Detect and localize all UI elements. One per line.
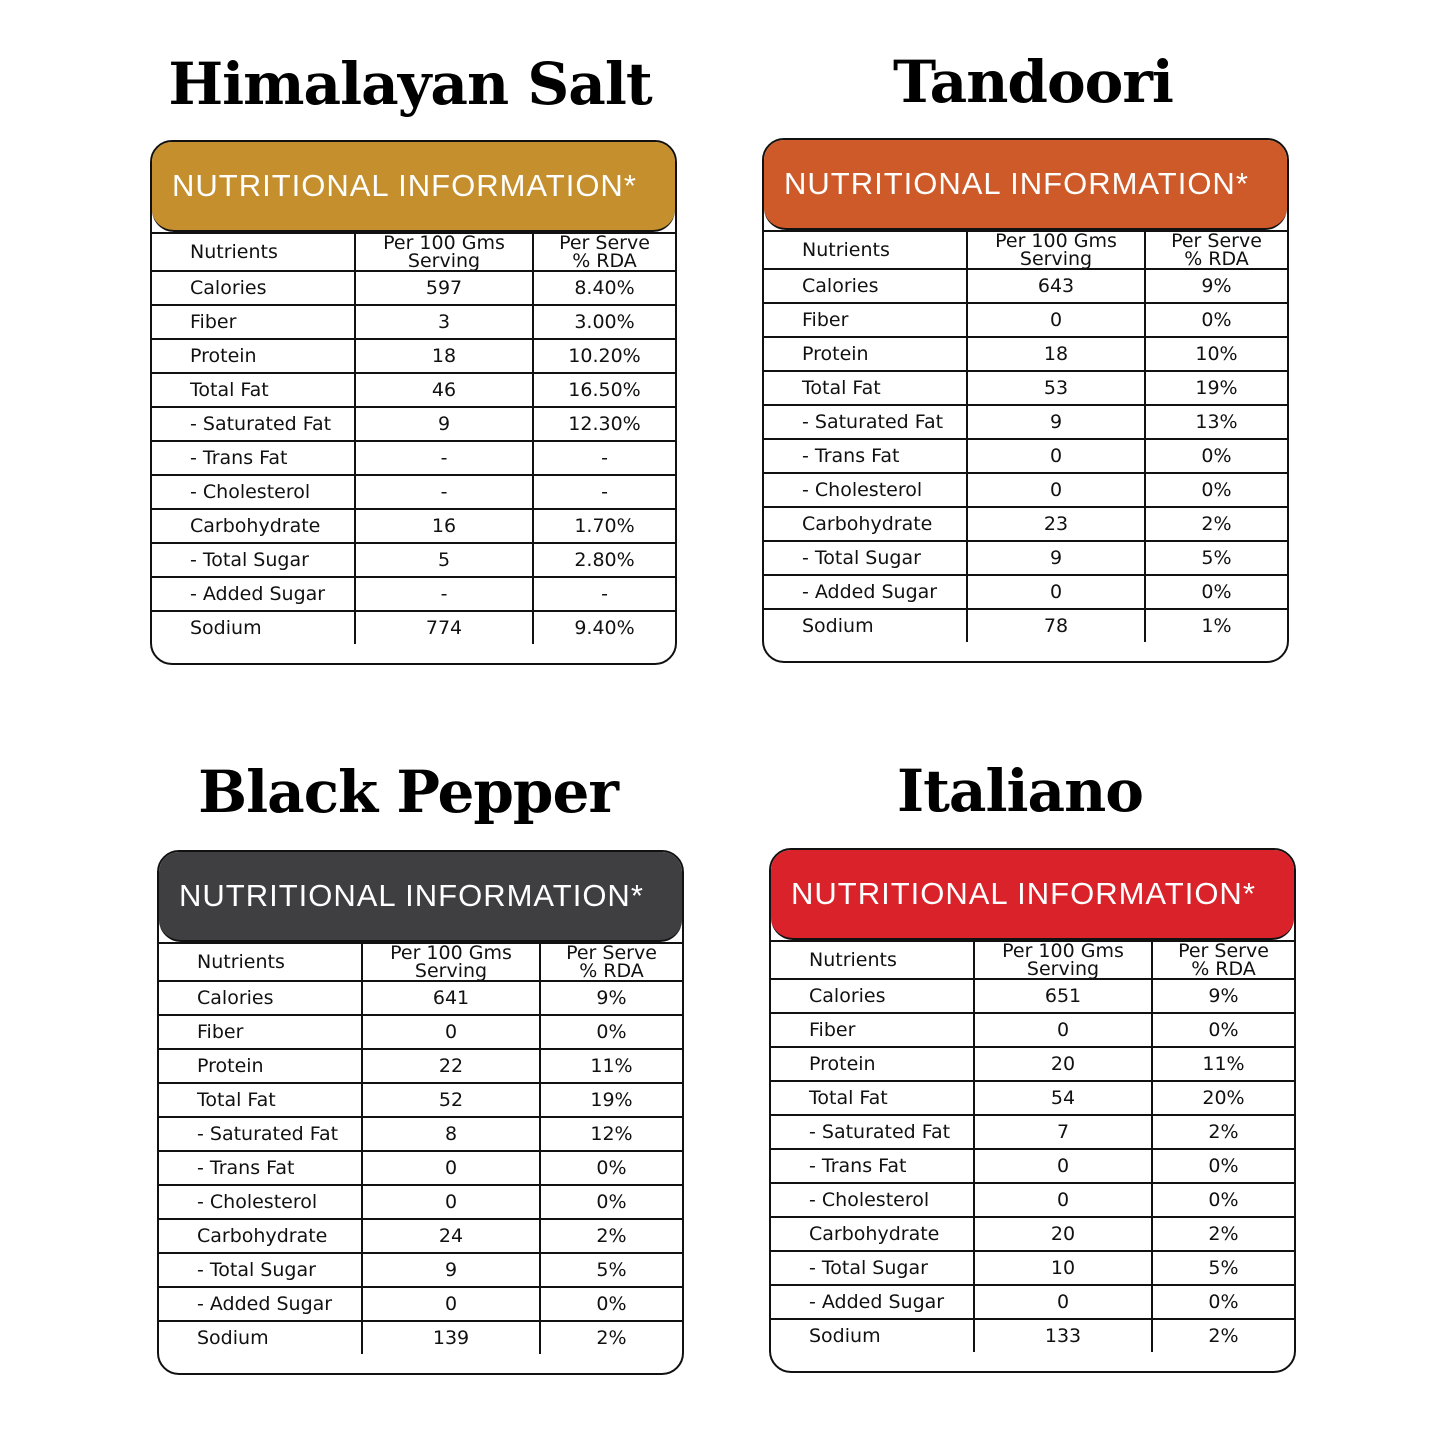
rda-value: 11% xyxy=(540,1049,682,1083)
table-row xyxy=(159,1185,682,1219)
per100-value: 133 xyxy=(974,1319,1152,1352)
column-header-line: Per Serve xyxy=(559,232,650,254)
rda-value: 0% xyxy=(540,1151,682,1185)
column-header-line: Per Serve xyxy=(1171,230,1262,252)
rda-value: 0% xyxy=(1145,575,1287,609)
table-row xyxy=(764,405,1287,439)
nutrient-name: Sodium xyxy=(771,1319,974,1352)
column-header-line: Per Serve xyxy=(566,942,657,964)
nutrition-panel xyxy=(762,138,1289,663)
table-row xyxy=(152,339,675,373)
nutrient-name: - Cholesterol xyxy=(764,473,967,507)
nutrient-name: Carbohydrate xyxy=(152,509,355,543)
nutrient-name: Calories xyxy=(152,271,355,305)
table-header-row xyxy=(152,233,675,271)
per100-value: 9 xyxy=(967,541,1145,575)
per100-value: 641 xyxy=(362,981,540,1015)
per100-value: 0 xyxy=(362,1015,540,1049)
per100-value: 20 xyxy=(974,1217,1152,1251)
per100-value: 0 xyxy=(974,1285,1152,1319)
per100-value: 8 xyxy=(362,1117,540,1151)
table-row xyxy=(152,475,675,509)
table-row xyxy=(152,407,675,441)
nutrition-panel xyxy=(769,848,1296,1373)
nutrient-name: Fiber xyxy=(152,305,355,339)
rda-value: 5% xyxy=(540,1253,682,1287)
rda-value: 20% xyxy=(1152,1081,1294,1115)
rda-value: 0% xyxy=(1152,1149,1294,1183)
per100-value: 20 xyxy=(974,1047,1152,1081)
rda-value: 2% xyxy=(1152,1115,1294,1149)
per100-value: 46 xyxy=(355,373,533,407)
column-header-rda xyxy=(533,233,675,271)
nutrient-name: Protein xyxy=(764,337,967,371)
table-row xyxy=(152,305,675,339)
table-row xyxy=(152,543,675,577)
column-header-per100 xyxy=(362,943,540,981)
nutrient-name: Protein xyxy=(771,1047,974,1081)
per100-value: 0 xyxy=(974,1149,1152,1183)
per100-value: 9 xyxy=(967,405,1145,439)
table-row xyxy=(771,1319,1294,1352)
nutrition-panel xyxy=(157,850,684,1375)
nutrient-name: - Trans Fat xyxy=(764,439,967,473)
column-header-line: Per 100 Gms xyxy=(995,230,1117,252)
nutrient-name: Total Fat xyxy=(159,1083,362,1117)
table-row xyxy=(159,1117,682,1151)
rda-value: 2% xyxy=(1145,507,1287,541)
table-row xyxy=(771,1081,1294,1115)
rda-value: - xyxy=(533,577,675,611)
rda-value: 0% xyxy=(540,1287,682,1321)
table-header-row xyxy=(764,231,1287,269)
nutrition-table xyxy=(764,230,1287,642)
nutrient-name: - Total Sugar xyxy=(771,1251,974,1285)
nutrient-name: - Cholesterol xyxy=(159,1185,362,1219)
product-title: Italiano xyxy=(896,757,1143,825)
nutrition-panel xyxy=(150,140,677,665)
per100-value: - xyxy=(355,441,533,475)
nutrient-name: - Saturated Fat xyxy=(159,1117,362,1151)
nutrient-name: - Total Sugar xyxy=(159,1253,362,1287)
table-row xyxy=(771,1251,1294,1285)
per100-value: 22 xyxy=(362,1049,540,1083)
nutrient-name: Protein xyxy=(159,1049,362,1083)
nutrient-name: Total Fat xyxy=(152,373,355,407)
nutrient-name: Fiber xyxy=(771,1013,974,1047)
rda-value: 0% xyxy=(540,1185,682,1219)
rda-value: 0% xyxy=(1152,1183,1294,1217)
column-header-line: Serving xyxy=(407,250,481,272)
nutrient-name: Carbohydrate xyxy=(764,507,967,541)
per100-value: 0 xyxy=(362,1287,540,1321)
nutrient-name: Sodium xyxy=(764,609,967,642)
per100-value: 9 xyxy=(355,407,533,441)
table-row xyxy=(764,609,1287,642)
nutrient-name: Carbohydrate xyxy=(159,1219,362,1253)
column-header-nutrients: Nutrients xyxy=(152,233,355,271)
panel-header: NUTRITIONAL INFORMATION* xyxy=(159,852,682,942)
table-row xyxy=(771,1013,1294,1047)
per100-value: - xyxy=(355,475,533,509)
nutrient-name: Fiber xyxy=(764,303,967,337)
nutrient-name: - Total Sugar xyxy=(764,541,967,575)
rda-value: 2% xyxy=(540,1219,682,1253)
rda-value: 16.50% xyxy=(533,373,675,407)
column-header-line: % RDA xyxy=(1184,248,1249,270)
per100-value: 0 xyxy=(362,1151,540,1185)
table-row xyxy=(152,611,675,644)
rda-value: 0% xyxy=(1145,439,1287,473)
per100-value: 0 xyxy=(967,575,1145,609)
table-row xyxy=(159,1219,682,1253)
per100-value: 78 xyxy=(967,609,1145,642)
per100-value: 0 xyxy=(974,1183,1152,1217)
nutrient-name: Carbohydrate xyxy=(771,1217,974,1251)
column-header-rda xyxy=(1152,941,1294,979)
column-header-line: % RDA xyxy=(1191,958,1256,980)
table-row xyxy=(764,541,1287,575)
column-header-nutrients: Nutrients xyxy=(771,941,974,979)
table-row xyxy=(152,373,675,407)
per100-value: 9 xyxy=(362,1253,540,1287)
per100-value: 3 xyxy=(355,305,533,339)
table-row xyxy=(152,271,675,305)
table-row xyxy=(764,439,1287,473)
rda-value: 19% xyxy=(540,1083,682,1117)
nutrient-name: - Trans Fat xyxy=(152,441,355,475)
per100-value: 0 xyxy=(974,1013,1152,1047)
rda-value: 2% xyxy=(1152,1217,1294,1251)
rda-value: 8.40% xyxy=(533,271,675,305)
panel-header: NUTRITIONAL INFORMATION* xyxy=(764,140,1287,230)
panel-header: NUTRITIONAL INFORMATION* xyxy=(152,142,675,232)
nutrient-name: Calories xyxy=(764,269,967,303)
rda-value: 0% xyxy=(1145,303,1287,337)
table-row xyxy=(159,1049,682,1083)
per100-value: 774 xyxy=(355,611,533,644)
column-header-rda xyxy=(540,943,682,981)
table-row xyxy=(764,337,1287,371)
column-header-line: Serving xyxy=(414,960,488,982)
per100-value: 52 xyxy=(362,1083,540,1117)
per100-value: 643 xyxy=(967,269,1145,303)
column-header-line: % RDA xyxy=(572,250,637,272)
per100-value: 53 xyxy=(967,371,1145,405)
nutrition-table xyxy=(159,942,682,1354)
rda-value: - xyxy=(533,475,675,509)
rda-value: 11% xyxy=(1152,1047,1294,1081)
rda-value: 19% xyxy=(1145,371,1287,405)
per100-value: 7 xyxy=(974,1115,1152,1149)
column-header-line: % RDA xyxy=(579,960,644,982)
nutrient-name: - Trans Fat xyxy=(159,1151,362,1185)
column-header-nutrients: Nutrients xyxy=(764,231,967,269)
nutrient-name: - Saturated Fat xyxy=(771,1115,974,1149)
nutrition-table xyxy=(152,232,675,644)
nutrient-name: Sodium xyxy=(152,611,355,644)
nutrient-name: Calories xyxy=(159,981,362,1015)
column-header-line: Per 100 Gms xyxy=(383,232,505,254)
table-row xyxy=(159,1253,682,1287)
per100-value: 597 xyxy=(355,271,533,305)
rda-value: 5% xyxy=(1145,541,1287,575)
rda-value: 5% xyxy=(1152,1251,1294,1285)
column-header-line: Per 100 Gms xyxy=(390,942,512,964)
rda-value: 9% xyxy=(1145,269,1287,303)
rda-value: 0% xyxy=(1152,1285,1294,1319)
table-row xyxy=(771,1115,1294,1149)
column-header-nutrients: Nutrients xyxy=(159,943,362,981)
rda-value: 1.70% xyxy=(533,509,675,543)
table-header-row xyxy=(771,941,1294,979)
per100-value: 10 xyxy=(974,1251,1152,1285)
table-row xyxy=(159,981,682,1015)
table-row xyxy=(771,1217,1294,1251)
nutrient-name: Sodium xyxy=(159,1321,362,1354)
nutrient-name: - Cholesterol xyxy=(771,1183,974,1217)
table-row xyxy=(159,1287,682,1321)
table-row xyxy=(771,1047,1294,1081)
rda-value: 0% xyxy=(540,1015,682,1049)
product-title: Himalayan Salt xyxy=(168,50,652,118)
nutrient-name: Fiber xyxy=(159,1015,362,1049)
table-row xyxy=(764,507,1287,541)
table-row xyxy=(764,269,1287,303)
rda-value: 2.80% xyxy=(533,543,675,577)
per100-value: 0 xyxy=(967,473,1145,507)
nutrient-name: - Trans Fat xyxy=(771,1149,974,1183)
table-row xyxy=(152,441,675,475)
per100-value: 0 xyxy=(967,303,1145,337)
nutrient-name: Protein xyxy=(152,339,355,373)
rda-value: 12% xyxy=(540,1117,682,1151)
per100-value: 23 xyxy=(967,507,1145,541)
rda-value: 1% xyxy=(1145,609,1287,642)
table-row xyxy=(764,371,1287,405)
table-row xyxy=(159,1321,682,1354)
rda-value: 13% xyxy=(1145,405,1287,439)
rda-value: 9% xyxy=(1152,979,1294,1013)
per100-value: 18 xyxy=(967,337,1145,371)
per100-value: 5 xyxy=(355,543,533,577)
rda-value: 0% xyxy=(1145,473,1287,507)
table-row xyxy=(771,1149,1294,1183)
nutrient-name: - Added Sugar xyxy=(159,1287,362,1321)
rda-value: 12.30% xyxy=(533,407,675,441)
per100-value: 0 xyxy=(967,439,1145,473)
nutrient-name: - Saturated Fat xyxy=(764,405,967,439)
table-row xyxy=(771,1183,1294,1217)
nutrient-name: - Total Sugar xyxy=(152,543,355,577)
column-header-line: Per Serve xyxy=(1178,940,1269,962)
rda-value: 9% xyxy=(540,981,682,1015)
nutrient-name: - Saturated Fat xyxy=(152,407,355,441)
nutrient-name: - Added Sugar xyxy=(152,577,355,611)
rda-value: 10% xyxy=(1145,337,1287,371)
per100-value: 54 xyxy=(974,1081,1152,1115)
column-header-per100 xyxy=(355,233,533,271)
column-header-line: Per 100 Gms xyxy=(1002,940,1124,962)
nutrient-name: Total Fat xyxy=(771,1081,974,1115)
table-row xyxy=(764,575,1287,609)
column-header-line: Serving xyxy=(1026,958,1100,980)
table-header-row xyxy=(159,943,682,981)
product-title: Tandoori xyxy=(893,48,1173,116)
column-header-rda xyxy=(1145,231,1287,269)
table-row xyxy=(771,979,1294,1013)
table-row xyxy=(152,577,675,611)
rda-value: 10.20% xyxy=(533,339,675,373)
product-title: Black Pepper xyxy=(198,758,618,826)
per100-value: 139 xyxy=(362,1321,540,1354)
rda-value: 0% xyxy=(1152,1013,1294,1047)
per100-value: 0 xyxy=(362,1185,540,1219)
table-row xyxy=(764,473,1287,507)
nutrient-name: Calories xyxy=(771,979,974,1013)
column-header-per100 xyxy=(967,231,1145,269)
per100-value: 16 xyxy=(355,509,533,543)
panel-header: NUTRITIONAL INFORMATION* xyxy=(771,850,1294,940)
nutrient-name: - Cholesterol xyxy=(152,475,355,509)
nutrient-name: - Added Sugar xyxy=(771,1285,974,1319)
column-header-per100 xyxy=(974,941,1152,979)
table-row xyxy=(152,509,675,543)
rda-value: 9.40% xyxy=(533,611,675,644)
nutrient-name: - Added Sugar xyxy=(764,575,967,609)
rda-value: 2% xyxy=(1152,1319,1294,1352)
rda-value: 2% xyxy=(540,1321,682,1354)
table-row xyxy=(159,1083,682,1117)
rda-value: 3.00% xyxy=(533,305,675,339)
nutrition-table xyxy=(771,940,1294,1352)
table-row xyxy=(771,1285,1294,1319)
nutrient-name: Total Fat xyxy=(764,371,967,405)
per100-value: 24 xyxy=(362,1219,540,1253)
table-row xyxy=(764,303,1287,337)
table-row xyxy=(159,1151,682,1185)
column-header-line: Serving xyxy=(1019,248,1093,270)
per100-value: 651 xyxy=(974,979,1152,1013)
per100-value: - xyxy=(355,577,533,611)
rda-value: - xyxy=(533,441,675,475)
table-row xyxy=(159,1015,682,1049)
per100-value: 18 xyxy=(355,339,533,373)
